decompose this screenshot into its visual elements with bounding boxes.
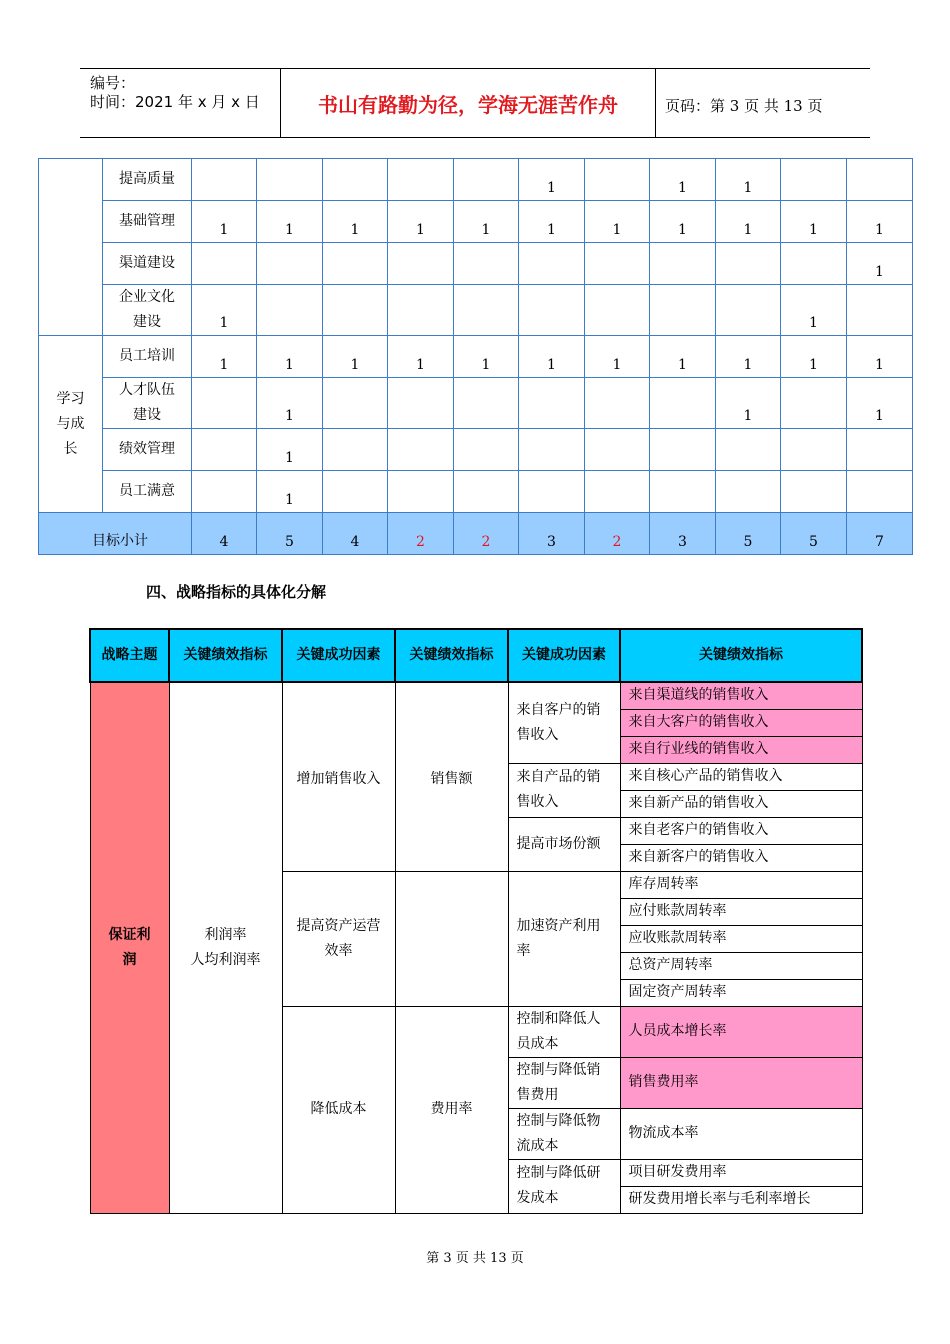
theme-cell: 保证利 润 [90, 682, 169, 1213]
value-cell [781, 159, 847, 201]
value-cell [323, 471, 388, 513]
value-cell [454, 285, 519, 336]
value-cell [192, 378, 257, 429]
indicator-cell: 来自渠道线的销售收入 [620, 682, 862, 709]
value-cell [650, 429, 716, 471]
indicator-cell: 来自大客户的销售收入 [620, 709, 862, 736]
value-cell [847, 429, 913, 471]
header-meta [80, 69, 280, 137]
value-cell [454, 471, 519, 513]
value-cell: 1 [847, 378, 913, 429]
csf-cell: 增加销售收入 [282, 682, 395, 871]
value-cell [257, 285, 323, 336]
sub-csf-cell: 来自产品的销售收入 [508, 763, 620, 817]
value-cell [716, 285, 781, 336]
value-cell: 1 [781, 336, 847, 378]
value-cell [781, 429, 847, 471]
value-cell: 1 [323, 201, 388, 243]
value-cell: 1 [847, 243, 913, 285]
row-label: 绩效管理 [103, 429, 192, 471]
value-cell [585, 285, 650, 336]
value-cell [585, 429, 650, 471]
value-cell [192, 429, 257, 471]
value-cell [716, 429, 781, 471]
objective-matrix-table [38, 158, 913, 555]
value-cell [388, 285, 454, 336]
matrix-row [39, 471, 913, 513]
value-cell: 1 [847, 201, 913, 243]
sub-csf-cell: 控制与降低销售费用 [508, 1057, 620, 1108]
total-label: 目标小计 [39, 513, 192, 555]
value-cell [519, 471, 585, 513]
value-cell [781, 471, 847, 513]
indicator-cell: 人员成本增长率 [620, 1006, 862, 1057]
value-cell: 1 [192, 201, 257, 243]
value-cell: 1 [519, 201, 585, 243]
kpi2-cell: 销售额 [395, 682, 508, 871]
value-cell: 1 [192, 285, 257, 336]
value-cell: 1 [585, 201, 650, 243]
value-cell [323, 378, 388, 429]
matrix-row [39, 378, 913, 429]
row-label: 人才队伍 建设 [103, 378, 192, 429]
indicator-cell: 来自新产品的销售收入 [620, 790, 862, 817]
indicator-cell: 销售费用率 [620, 1057, 862, 1108]
total-value: 2 [454, 513, 519, 555]
value-cell [388, 378, 454, 429]
kpi2-cell: 费用率 [395, 1006, 508, 1213]
total-value: 2 [388, 513, 454, 555]
page-info: 页码：第 3 页 共 13 页 [665, 97, 823, 115]
total-value: 5 [257, 513, 323, 555]
value-cell [257, 159, 323, 201]
sub-csf-cell: 控制与降低物流成本 [508, 1108, 620, 1159]
strategy-table [89, 628, 863, 1214]
sub-csf-cell: 提高市场份额 [508, 817, 620, 871]
value-cell [388, 471, 454, 513]
matrix-row [39, 285, 913, 336]
value-cell [585, 159, 650, 201]
row-label: 渠道建设 [103, 243, 192, 285]
number-label: 编号： [90, 74, 136, 92]
value-cell [192, 471, 257, 513]
header-cell: 关键绩效指标 [620, 629, 862, 682]
value-cell [323, 429, 388, 471]
value-cell [454, 243, 519, 285]
total-row [39, 513, 913, 555]
header-cell: 关键绩效指标 [395, 629, 508, 682]
value-cell: 1 [585, 336, 650, 378]
value-cell [519, 285, 585, 336]
value-cell [650, 285, 716, 336]
value-cell: 1 [388, 336, 454, 378]
value-cell: 1 [716, 201, 781, 243]
total-value: 4 [192, 513, 257, 555]
row-label: 员工满意 [103, 471, 192, 513]
total-value: 5 [781, 513, 847, 555]
value-cell [585, 471, 650, 513]
value-cell [585, 378, 650, 429]
value-cell: 1 [257, 471, 323, 513]
strategy-row [90, 682, 862, 709]
value-cell [847, 159, 913, 201]
value-cell [847, 285, 913, 336]
value-cell: 1 [716, 378, 781, 429]
kpi-cell: 利润率 人均利润率 [169, 682, 282, 1213]
value-cell: 1 [781, 201, 847, 243]
indicator-cell: 研发费用增长率与毛利率增长 [620, 1186, 862, 1213]
value-cell: 1 [650, 201, 716, 243]
total-value: 5 [716, 513, 781, 555]
value-cell: 1 [650, 159, 716, 201]
row-label: 企业文化 建设 [103, 285, 192, 336]
value-cell: 1 [257, 201, 323, 243]
category-cell: 学习 与成 长 [39, 336, 103, 513]
total-value: 7 [847, 513, 913, 555]
sub-csf-cell: 控制与降低研发成本 [508, 1159, 620, 1213]
header-cell: 关键绩效指标 [169, 629, 282, 682]
motto: 书山有路勤为径，学海无涯苦作舟 [280, 69, 656, 137]
value-cell: 1 [716, 336, 781, 378]
indicator-cell: 库存周转率 [620, 871, 862, 898]
value-cell [585, 243, 650, 285]
value-cell: 1 [192, 336, 257, 378]
matrix-row [39, 201, 913, 243]
header-cell: 战略主题 [90, 629, 169, 682]
value-cell [454, 429, 519, 471]
page-header [80, 68, 870, 138]
header-cell: 关键成功因素 [508, 629, 620, 682]
value-cell [519, 243, 585, 285]
value-cell: 1 [388, 201, 454, 243]
value-cell [650, 243, 716, 285]
value-cell: 1 [716, 159, 781, 201]
value-cell [519, 378, 585, 429]
page-footer: 第 3 页 共 13 页 [426, 1251, 524, 1266]
csf-cell: 提高资产运营效率 [282, 871, 395, 1006]
matrix-row [39, 159, 913, 201]
indicator-cell: 来自新客户的销售收入 [620, 844, 862, 871]
value-cell [388, 243, 454, 285]
row-label: 员工培训 [103, 336, 192, 378]
value-cell [716, 243, 781, 285]
indicator-cell: 来自核心产品的销售收入 [620, 763, 862, 790]
value-cell: 1 [650, 336, 716, 378]
matrix-row [39, 429, 913, 471]
value-cell [192, 243, 257, 285]
section-title: 四、战略指标的具体化分解 [146, 583, 327, 601]
value-cell [323, 159, 388, 201]
value-cell: 1 [781, 285, 847, 336]
value-cell: 1 [454, 201, 519, 243]
value-cell [454, 378, 519, 429]
value-cell [323, 285, 388, 336]
row-label: 基础管理 [103, 201, 192, 243]
value-cell: 1 [323, 336, 388, 378]
time-label: 时间：2021 年 x 月 x 日 [90, 93, 260, 111]
value-cell [781, 378, 847, 429]
indicator-cell: 项目研发费用率 [620, 1159, 862, 1186]
row-label: 提高质量 [103, 159, 192, 201]
indicator-cell: 总资产周转率 [620, 952, 862, 979]
sub-csf-cell: 来自客户的销售收入 [508, 682, 620, 763]
value-cell: 1 [257, 378, 323, 429]
value-cell [454, 159, 519, 201]
value-cell [388, 159, 454, 201]
value-cell: 1 [519, 336, 585, 378]
kpi2-cell [395, 871, 508, 1006]
total-value: 2 [585, 513, 650, 555]
value-cell: 1 [847, 336, 913, 378]
total-value: 4 [323, 513, 388, 555]
value-cell [781, 243, 847, 285]
value-cell [650, 378, 716, 429]
header-row [90, 629, 862, 682]
value-cell [388, 429, 454, 471]
value-cell [650, 471, 716, 513]
value-cell: 1 [519, 159, 585, 201]
indicator-cell: 来自行业线的销售收入 [620, 736, 862, 763]
value-cell: 1 [257, 429, 323, 471]
value-cell [192, 159, 257, 201]
header-cell: 关键成功因素 [282, 629, 395, 682]
indicator-cell: 应收账款周转率 [620, 925, 862, 952]
indicator-cell: 来自老客户的销售收入 [620, 817, 862, 844]
value-cell [323, 243, 388, 285]
indicator-cell: 应付账款周转率 [620, 898, 862, 925]
csf-cell: 降低成本 [282, 1006, 395, 1213]
value-cell [716, 471, 781, 513]
matrix-row [39, 336, 913, 378]
indicator-cell: 物流成本率 [620, 1108, 862, 1159]
total-value: 3 [650, 513, 716, 555]
total-value: 3 [519, 513, 585, 555]
matrix-row [39, 243, 913, 285]
category-cell [39, 159, 103, 336]
value-cell [519, 429, 585, 471]
sub-csf-cell: 加速资产利用率 [508, 871, 620, 1006]
value-cell: 1 [257, 336, 323, 378]
indicator-cell: 固定资产周转率 [620, 979, 862, 1006]
value-cell: 1 [454, 336, 519, 378]
sub-csf-cell: 控制和降低人员成本 [508, 1006, 620, 1057]
value-cell [257, 243, 323, 285]
value-cell [847, 471, 913, 513]
